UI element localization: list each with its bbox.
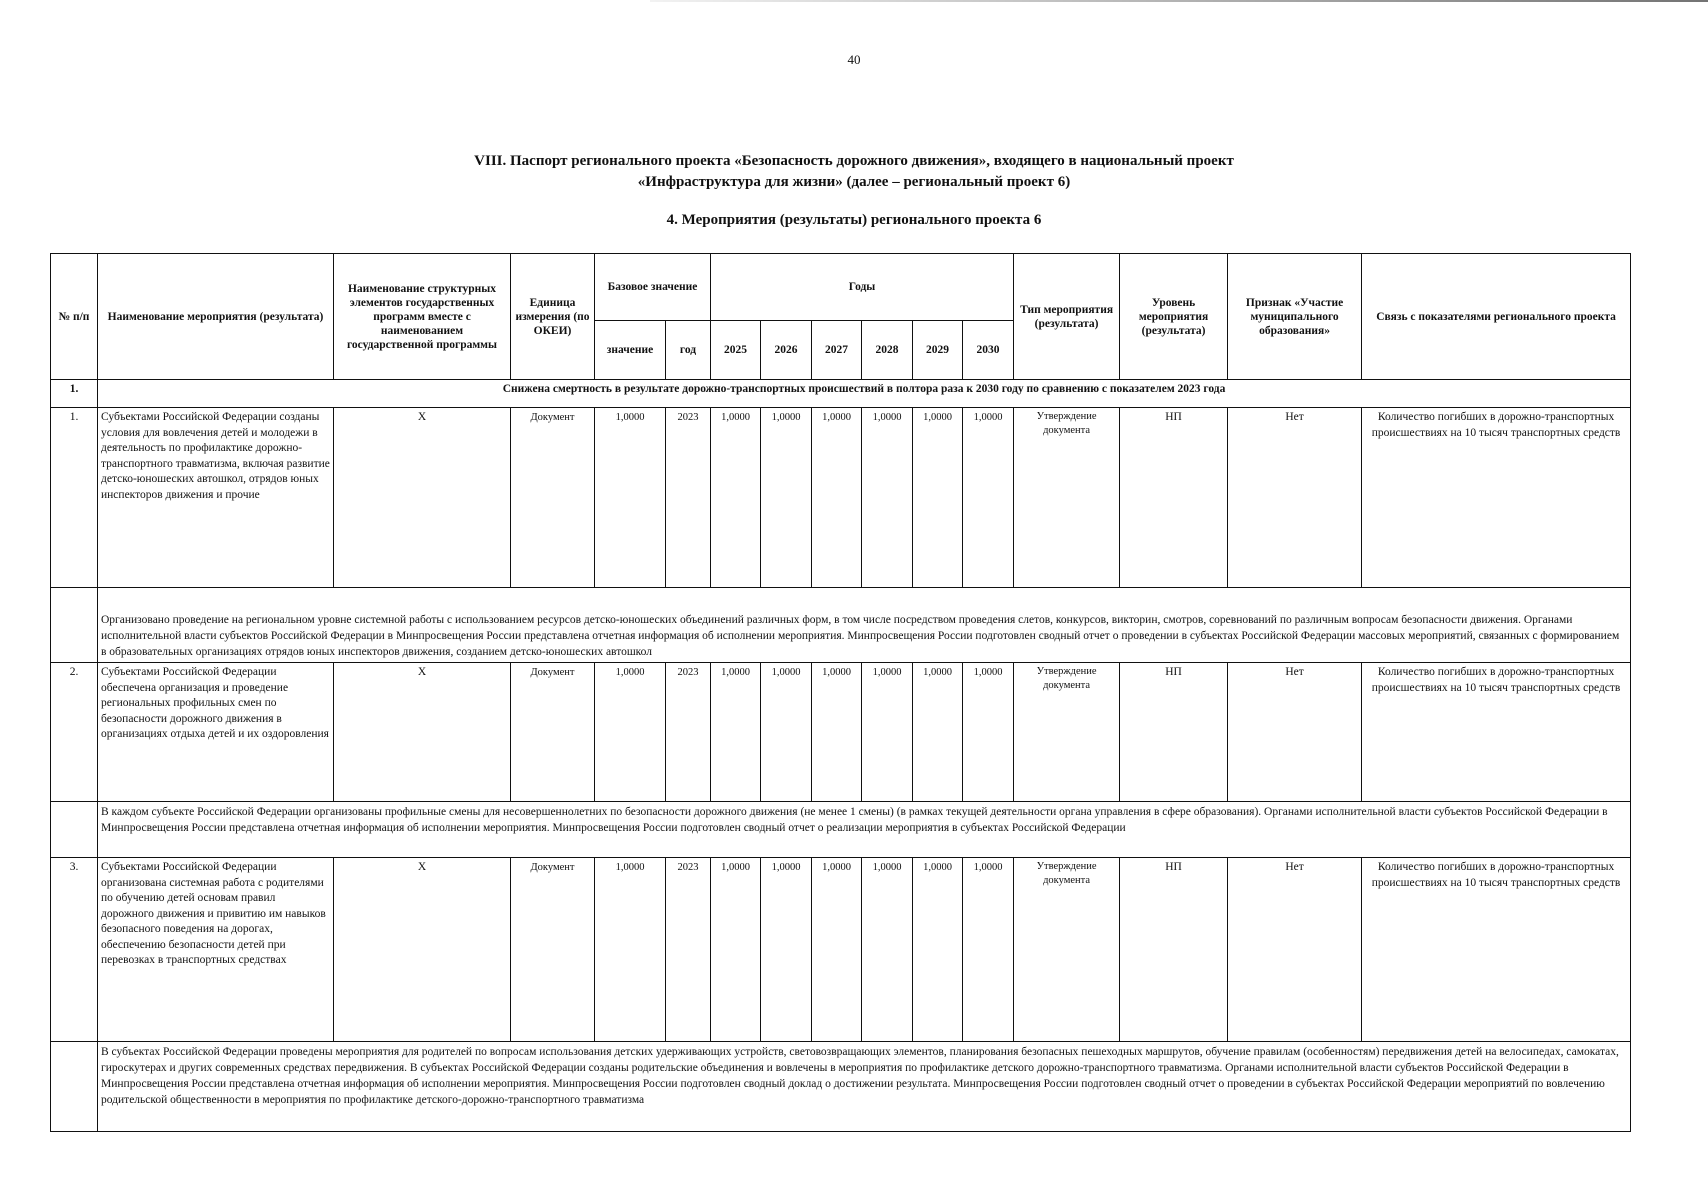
table-row [51, 663, 1631, 802]
row-description-spacer [51, 588, 98, 663]
row-structural: X [334, 663, 511, 802]
table-row-description [51, 802, 1631, 858]
goal-num: 1. [51, 380, 98, 408]
row-value-2027: 1,0000 [812, 858, 862, 1042]
row-base-value: 1,0000 [595, 408, 666, 588]
row-link: Количество погибших в дорожно-транспортных происшествиях на 10 тысяч транспортных средств [1362, 858, 1631, 1042]
row-num: 3. [51, 858, 98, 1042]
header-year-2030: 2030 [963, 321, 1014, 380]
header-year-2025: 2025 [711, 321, 761, 380]
row-num: 2. [51, 663, 98, 802]
row-value-2028: 1,0000 [862, 408, 913, 588]
row-num: 1. [51, 408, 98, 588]
row-level: НП [1120, 408, 1228, 588]
measures-table [50, 253, 1631, 1132]
row-description-spacer [51, 1042, 98, 1132]
row-value-2030: 1,0000 [963, 408, 1014, 588]
row-value-2026: 1,0000 [761, 663, 812, 802]
header-level: Уровень мероприятия (результата) [1120, 254, 1228, 380]
document-title [0, 151, 1708, 193]
row-link: Количество погибших в дорожно-транспортных происшествиях на 10 тысяч транспортных средств [1362, 408, 1631, 588]
goal-row [51, 380, 1631, 408]
row-base-year: 2023 [666, 408, 711, 588]
row-description-spacer [51, 802, 98, 858]
row-value-2027: 1,0000 [812, 663, 862, 802]
header-base-year: год [666, 321, 711, 380]
row-municipal: Нет [1228, 858, 1362, 1042]
row-level: НП [1120, 663, 1228, 802]
header-name: Наименование мероприятия (результата) [98, 254, 334, 380]
table-row-description [51, 588, 1631, 663]
table-row [51, 858, 1631, 1042]
row-name: Субъектами Российской Федерации обеспечена организация и проведение региональных профильных смен по безопасности дорожного движения в организациях отдыха детей и их оздоровления [98, 663, 334, 802]
document-title-line-1: VIII. Паспорт регионального проекта «Безопасность дорожного движения», входящего в национальный проект [474, 153, 1234, 169]
page-number: 40 [847, 52, 861, 67]
row-municipal: Нет [1228, 663, 1362, 802]
document-title-line-2: «Инфраструктура для жизни» (далее – региональный проект 6) [637, 174, 1071, 190]
header-type: Тип мероприятия (результата) [1014, 254, 1120, 380]
row-value-2029: 1,0000 [913, 858, 963, 1042]
row-value-2025: 1,0000 [711, 408, 761, 588]
header-unit: Единица измерения (по ОКЕИ) [511, 254, 595, 380]
header-municipal: Признак «Участие муниципального образования» [1228, 254, 1362, 380]
header-base-value: значение [595, 321, 666, 380]
header-years: Годы [711, 254, 1014, 321]
row-value-2028: 1,0000 [862, 663, 913, 802]
row-link: Количество погибших в дорожно-транспортных происшествиях на 10 тысяч транспортных средств [1362, 663, 1631, 802]
row-value-2025: 1,0000 [711, 663, 761, 802]
header-year-2029: 2029 [913, 321, 963, 380]
scan-edge-line [650, 0, 1708, 2]
goal-text: Снижена смертность в результате дорожно-транспортных происшествий в полтора раза к 2030 году по сравнению с показателем 2023 года [98, 380, 1631, 408]
row-value-2025: 1,0000 [711, 858, 761, 1042]
row-type: Утверждение документа [1014, 408, 1120, 588]
table-row-description [51, 1042, 1631, 1132]
row-base-year: 2023 [666, 663, 711, 802]
row-unit: Документ [511, 663, 595, 802]
header-row-1 [51, 254, 1631, 321]
header-link: Связь с показателями регионального проекта [1362, 254, 1631, 380]
table-row [51, 408, 1631, 588]
row-level: НП [1120, 858, 1228, 1042]
header-year-2027: 2027 [812, 321, 862, 380]
header-num: № п/п [51, 254, 98, 380]
header-structural: Наименование структурных элементов государственных программ вместе с наименованием государственной программы [334, 254, 511, 380]
row-value-2028: 1,0000 [862, 858, 913, 1042]
row-value-2027: 1,0000 [812, 408, 862, 588]
row-type: Утверждение документа [1014, 858, 1120, 1042]
row-structural: X [334, 858, 511, 1042]
row-base-value: 1,0000 [595, 858, 666, 1042]
row-structural: X [334, 408, 511, 588]
row-unit: Документ [511, 858, 595, 1042]
row-base-year: 2023 [666, 858, 711, 1042]
row-description: В каждом субъекте Российской Федерации организованы профильные смены для несовершеннолетних по безопасности дорожного движения (не менее 1 смены) (в рамках текущей деятельности органа управления в сфере образования). Органами исполнительной власти субъектов Российской Федерации в Минпросвещения России представлена отчетная информация об исполнении мероприятия. Минпросвещения России подготовлен сводный отчет о реализации мероприятия в субъектах Российской Федерации [98, 802, 1631, 858]
section-subtitle: 4. Мероприятия (результаты) регионального проекта 6 [666, 212, 1042, 228]
row-value-2030: 1,0000 [963, 858, 1014, 1042]
row-municipal: Нет [1228, 408, 1362, 588]
header-year-2026: 2026 [761, 321, 812, 380]
row-description: Организовано проведение на региональном уровне системной работы с использованием ресурсов детско-юношеских объединений различных форм, в том числе посредством проведения слетов, конкурсов, викторин, смотров, соревнований по различным вопросам безопасности движения. Органами исполнительной власти субъектов Российской Федерации в Минпросвещения России представлена отчетная информация об исполнении мероприятия. Минпросвещения России подготовлен сводный отчет о проведении в субъектах Российской Федерации массовых мероприятий, связанных с формированием в образовательных организациях отрядов юных инспекторов движения, созданием детско-юношеских автошкол [98, 588, 1631, 663]
row-description: В субъектах Российской Федерации проведены мероприятия для родителей по вопросам использования детских удерживающих устройств, световозвращающих элементов, планирования безопасных пешеходных маршрутов, обучение правилам (особенностям) передвижения детей на велосипедах, самокатах, гироскутерах и других современных средствах передвижения. В субъектах Российской Федерации созданы родительские объединения и вовлечены в мероприятия по профилактике детского дорожно-транспортного травматизма. Органами исполнительной власти субъектов Российской Федерации в Минпросвещения России представлена отчетная информация об исполнении мероприятия. Минпросвещения России подготовлен сводный доклад о достижении результата. Минпросвещения России подготовлен сводный отчет о проведении в субъектах Российской Федерации мероприятий по вовлечению родительской общественности в мероприятия по профилактике детского-дорожно-транспортного травматизма [98, 1042, 1631, 1132]
row-value-2026: 1,0000 [761, 408, 812, 588]
row-value-2029: 1,0000 [913, 663, 963, 802]
row-name: Субъектами Российской Федерации организована системная работа с родителями по обучению детей основам правил дорожного движения и привитию им навыков безопасного поведения на дорогах, обеспечению безопасности детей при перевозках в транспортных средствах [98, 858, 334, 1042]
row-value-2029: 1,0000 [913, 408, 963, 588]
header-year-2028: 2028 [862, 321, 913, 380]
row-unit: Документ [511, 408, 595, 588]
row-value-2026: 1,0000 [761, 858, 812, 1042]
row-base-value: 1,0000 [595, 663, 666, 802]
row-name: Субъектами Российской Федерации созданы условия для вовлечения детей и молодежи в деятельность по профилактике дорожно-транспортного травматизма, включая развитие детско-юношеских автошкол, отрядов юных инспекторов движения и прочие [98, 408, 334, 588]
row-value-2030: 1,0000 [963, 663, 1014, 802]
row-type: Утверждение документа [1014, 663, 1120, 802]
header-base: Базовое значение [595, 254, 711, 321]
